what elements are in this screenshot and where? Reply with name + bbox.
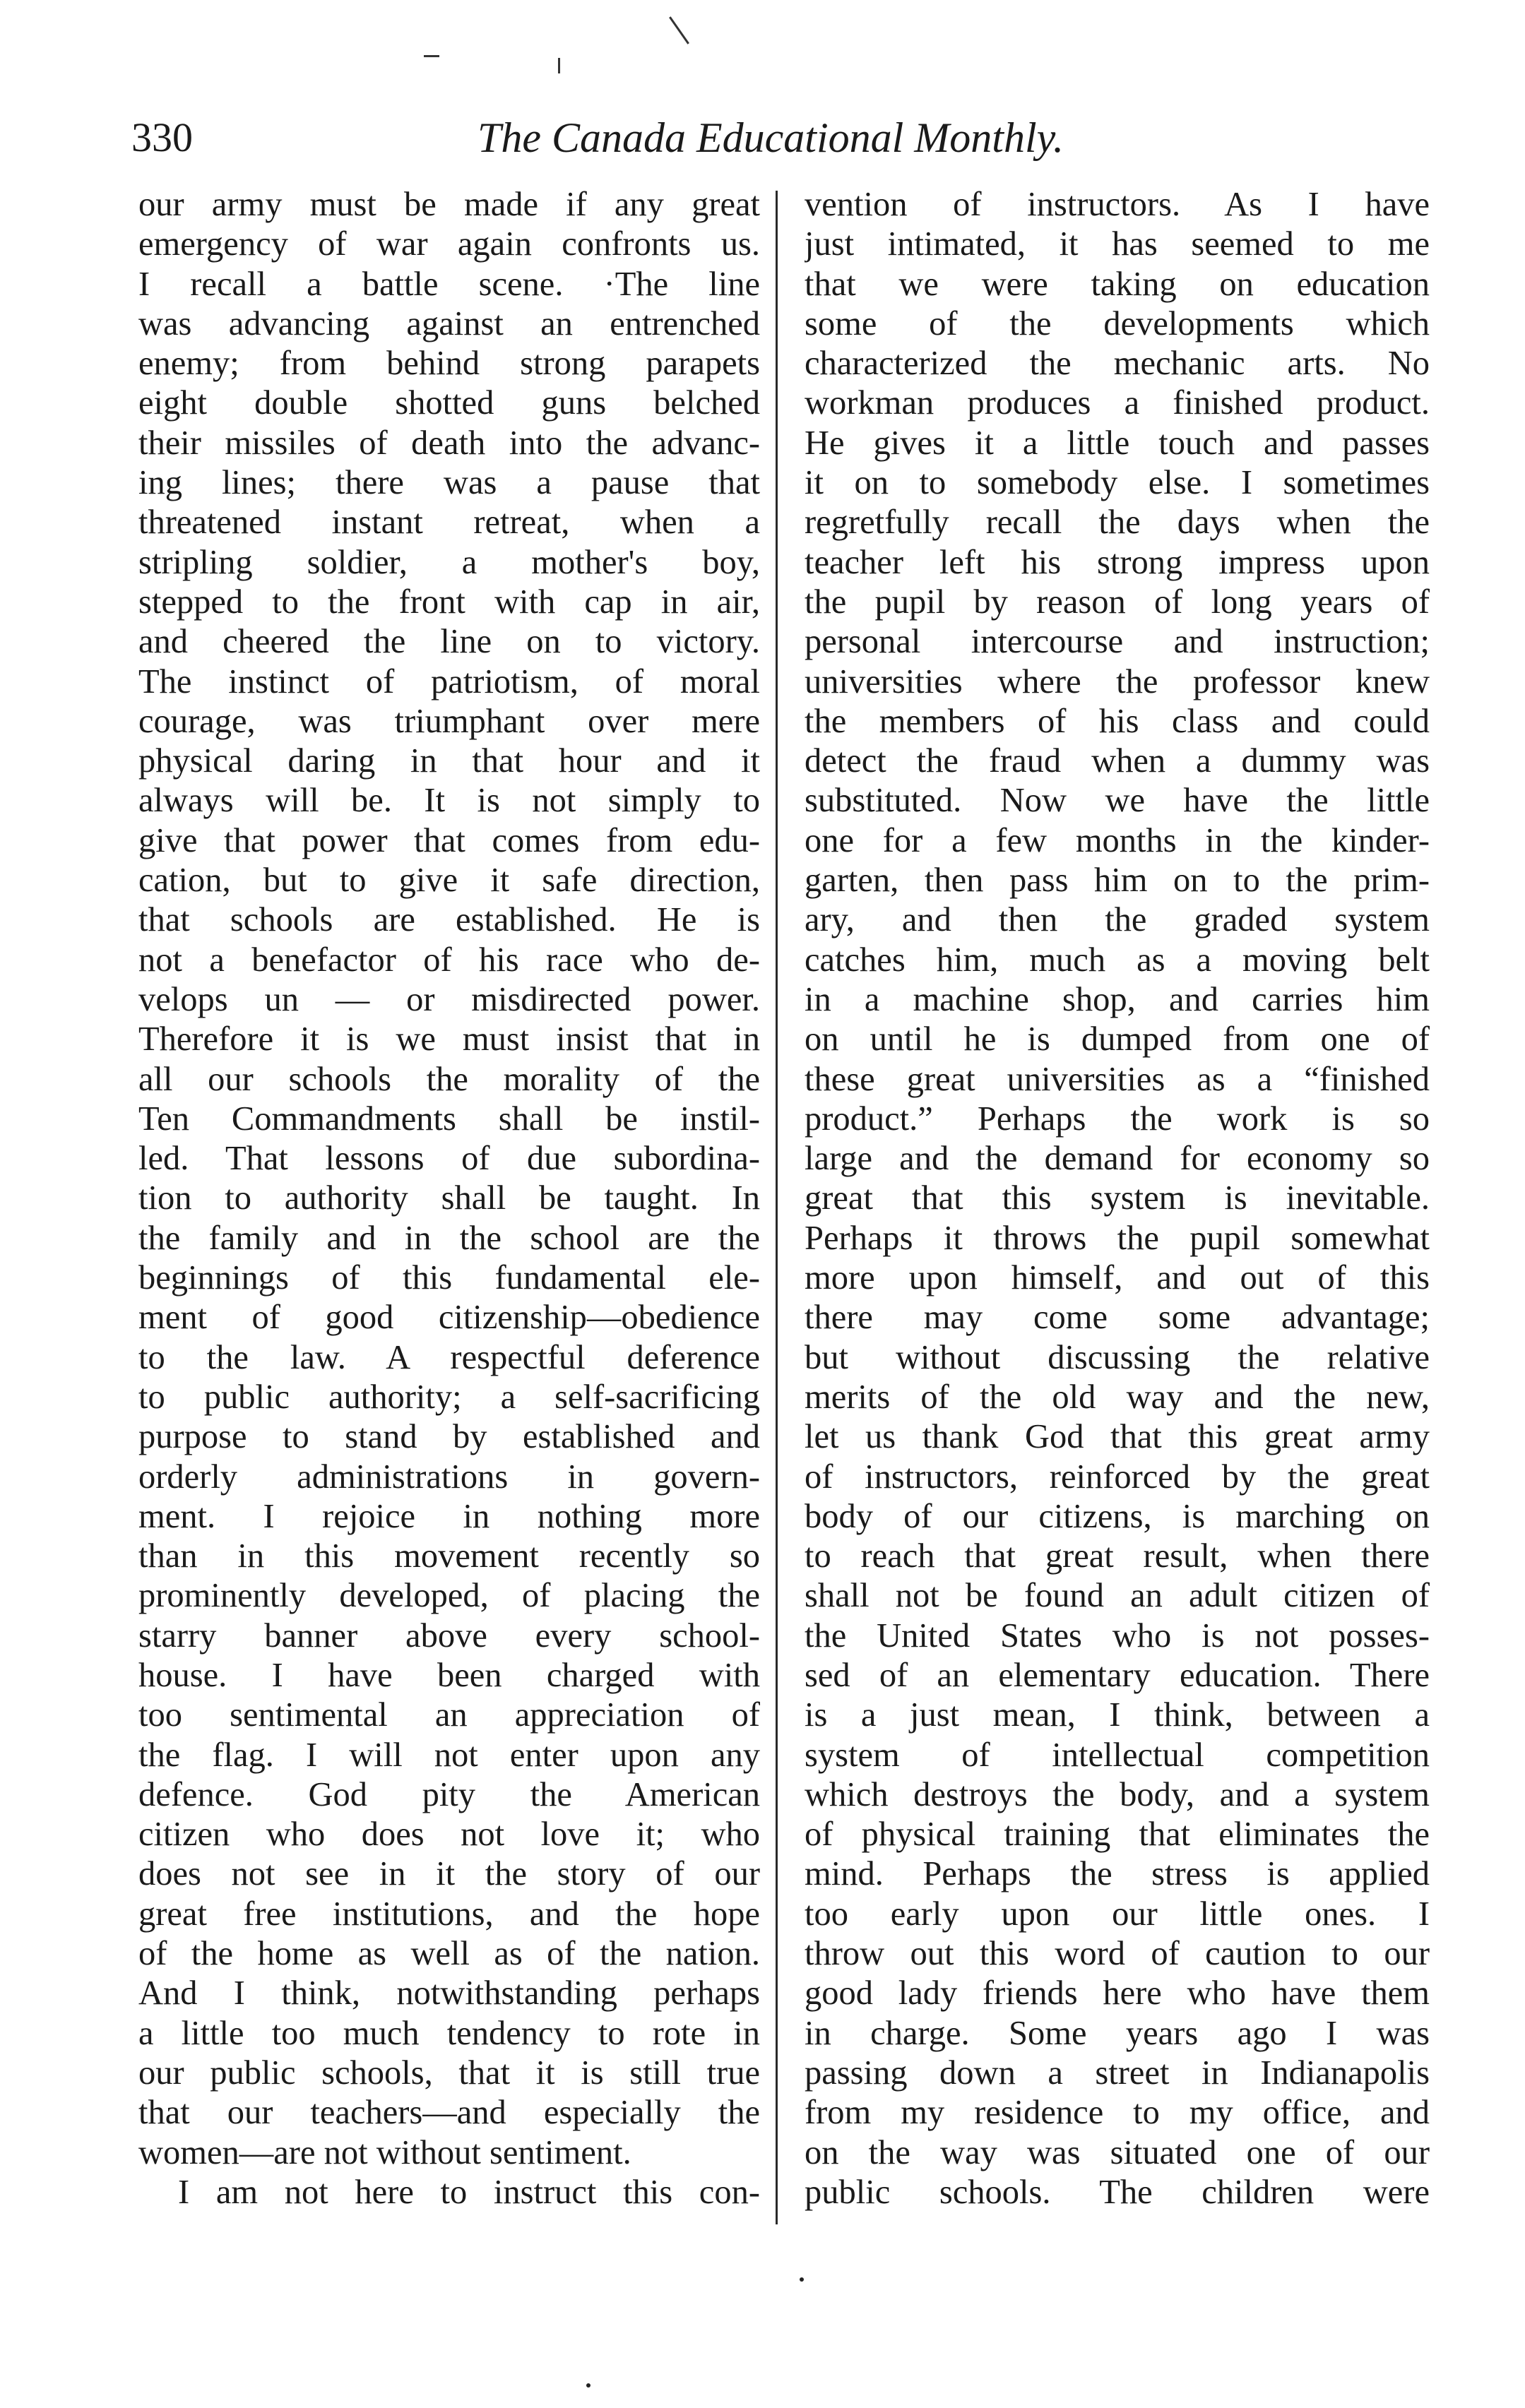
text-line: always will be. It is not simply to <box>138 782 760 820</box>
text-line: the family and in the school are the <box>138 1219 760 1257</box>
text-line: in charge. Some years ago I was <box>805 2014 1430 2052</box>
text-line: Therefore it is we must insist that in <box>138 1020 760 1059</box>
running-title: The Canada Educational Monthly. <box>477 114 1064 161</box>
text-line: stripling soldier, a mother's boy, <box>138 543 760 581</box>
text-line: public schools. The children were <box>805 2173 1430 2211</box>
text-line: led. That lessons of due subordina- <box>138 1140 760 1178</box>
text-line: garten, then pass him on to the prim- <box>805 862 1430 900</box>
text-line: ing lines; there was a pause that <box>138 464 760 502</box>
text-line: throw out this word of caution to our <box>805 1935 1430 1973</box>
text-line: ary, and then the graded system <box>805 901 1430 939</box>
text-line: let us thank God that this great army <box>805 1418 1430 1456</box>
page-number: 330 <box>131 114 193 160</box>
text-line: enemy; from behind strong parapets <box>138 345 760 383</box>
text-line: He gives it a little touch and passes <box>805 424 1430 462</box>
text-line: threatened instant retreat, when a <box>138 503 760 542</box>
text-line: these great universities as a “finished <box>805 1060 1430 1098</box>
text-line: a little too much tendency to rote in <box>138 2014 760 2052</box>
text-line: that we were taking on education <box>805 265 1430 303</box>
text-line: was advancing against an entrenched <box>138 304 760 342</box>
text-line: great free institutions, and the hope <box>138 1895 760 1933</box>
text-line: purpose to stand by established and <box>138 1418 760 1456</box>
text-line: on until he is dumped from one of <box>805 1020 1430 1059</box>
text-line: that our teachers—and especially the <box>138 2094 760 2132</box>
text-line: orderly administrations in govern- <box>138 1458 760 1496</box>
text-line: personal intercourse and instruction; <box>805 623 1430 661</box>
text-line: and cheered the line on to victory. <box>138 623 760 661</box>
text-line: of physical training that eliminates the <box>805 1816 1430 1854</box>
text-line: courage, was triumphant over mere <box>138 702 760 740</box>
text-line: vention of instructors. As I have <box>805 186 1430 223</box>
text-line: detect the fraud when a dummy was <box>805 742 1430 780</box>
text-line: the pupil by reason of long years of <box>805 583 1430 621</box>
text-line: is a just mean, I think, between a <box>805 1696 1430 1734</box>
text-line: give that power that comes from edu- <box>138 821 760 859</box>
text-line: to public authority; a self-sacrificing <box>138 1378 760 1416</box>
text-line: does not see in it the story of our <box>138 1855 760 1893</box>
text-line: too sentimental an appreciation of <box>138 1696 760 1734</box>
scan-speck <box>800 2277 804 2282</box>
text-line: velops un — or misdirected power. <box>138 980 760 1018</box>
text-line: house. I have been charged with <box>138 1656 760 1694</box>
text-line: to reach that great result, when there <box>805 1537 1430 1575</box>
text-line: than in this movement recently so <box>138 1537 760 1575</box>
text-line: great that this system is inevitable. <box>805 1179 1430 1217</box>
text-line: beginnings of this fundamental ele- <box>138 1259 760 1297</box>
text-line: all our schools the morality of the <box>138 1060 760 1098</box>
text-line: workman produces a finished product. <box>805 384 1430 422</box>
text-line: characterized the mechanic arts. No <box>805 345 1430 383</box>
text-line: not a benefactor of his race who de- <box>138 941 760 979</box>
column-divider <box>776 191 778 2224</box>
text-line: in a machine shop, and carries him <box>805 980 1430 1018</box>
text-line: the flag. I will not enter upon any <box>138 1736 760 1774</box>
text-line: regretfully recall the days when the <box>805 503 1430 542</box>
text-line: to the law. A respectful deference <box>138 1338 760 1376</box>
text-line: their missiles of death into the advanc- <box>138 424 760 462</box>
text-line: some of the developments which <box>805 304 1430 342</box>
text-line: prominently developed, of placing the <box>138 1577 760 1615</box>
text-line: just intimated, it has seemed to me <box>805 225 1430 263</box>
text-line: on the way was situated one of our <box>805 2133 1430 2171</box>
text-line: the members of his class and could <box>805 702 1430 740</box>
text-line: one for a few months in the kinder- <box>805 821 1430 859</box>
text-line: from my residence to my office, and <box>805 2094 1430 2132</box>
text-line: Ten Commandments shall be instil- <box>138 1099 760 1138</box>
text-line: tion to authority shall be taught. In <box>138 1179 760 1217</box>
text-line: our public schools, that it is still true <box>138 2054 760 2092</box>
text-line: body of our citizens, is marching on <box>805 1497 1430 1535</box>
text-line: substituted. Now we have the little <box>805 782 1430 820</box>
text-line: Perhaps it throws the pupil somewhat <box>805 1219 1430 1257</box>
right-text-column <box>805 185 1430 2212</box>
text-line: emergency of war again confronts us. <box>138 225 760 263</box>
text-line: teacher left his strong impress upon <box>805 543 1430 581</box>
text-line: physical daring in that hour and it <box>138 742 760 780</box>
text-line: sed of an elementary education. There <box>805 1656 1430 1694</box>
scan-mark <box>558 58 560 73</box>
text-line: ment of good citizenship—obedience <box>138 1299 760 1337</box>
text-line: shall not be found an adult citizen of <box>805 1577 1430 1615</box>
scan-speck <box>586 2383 591 2388</box>
text-line: there may come some advantage; <box>805 1299 1430 1337</box>
text-line: product.” Perhaps the work is so <box>805 1099 1430 1138</box>
text-line: our army must be made if any great <box>138 186 760 223</box>
text-line: stepped to the front with cap in air, <box>138 583 760 621</box>
text-line: catches him, much as a moving belt <box>805 941 1430 979</box>
text-line: I am not here to instruct this con- <box>178 2173 760 2211</box>
scan-mark <box>669 16 689 44</box>
text-line: that schools are established. He is <box>138 901 760 939</box>
text-line: good lady friends here who have them <box>805 1974 1430 2013</box>
text-line: passing down a street in Indianapolis <box>805 2054 1430 2092</box>
text-line: mind. Perhaps the stress is applied <box>805 1855 1430 1893</box>
text-line: system of intellectual competition <box>805 1736 1430 1774</box>
text-line: citizen who does not love it; who <box>138 1816 760 1854</box>
text-line: too early upon our little ones. I <box>805 1895 1430 1933</box>
text-line: merits of the old way and the new, <box>805 1378 1430 1416</box>
text-line: it on to somebody else. I sometimes <box>805 464 1430 502</box>
text-line: of instructors, reinforced by the great <box>805 1458 1430 1496</box>
text-line: And I think, notwithstanding perhaps <box>138 1974 760 2013</box>
scan-mark <box>424 55 439 57</box>
text-line: more upon himself, and out of this <box>805 1259 1430 1297</box>
text-line: starry banner above every school- <box>138 1616 760 1655</box>
text-line: large and the demand for economy so <box>805 1140 1430 1178</box>
text-line: but without discussing the relative <box>805 1338 1430 1376</box>
text-line: I recall a battle scene. ·The line <box>138 265 760 303</box>
text-line: ment. I rejoice in nothing more <box>138 1497 760 1535</box>
page-header <box>131 109 1459 166</box>
left-text-column <box>138 185 760 2212</box>
text-line: The instinct of patriotism, of moral <box>138 662 760 701</box>
text-line: eight double shotted guns belched <box>138 384 760 422</box>
text-line: cation, but to give it safe direction, <box>138 862 760 900</box>
text-line: which destroys the body, and a system <box>805 1775 1430 1813</box>
text-line: universities where the professor knew <box>805 662 1430 701</box>
text-line: women—are not without sentiment. <box>138 2133 631 2171</box>
text-line: defence. God pity the American <box>138 1775 760 1813</box>
text-line: the United States who is not posses- <box>805 1616 1430 1655</box>
text-line: of the home as well as of the nation. <box>138 1935 760 1973</box>
